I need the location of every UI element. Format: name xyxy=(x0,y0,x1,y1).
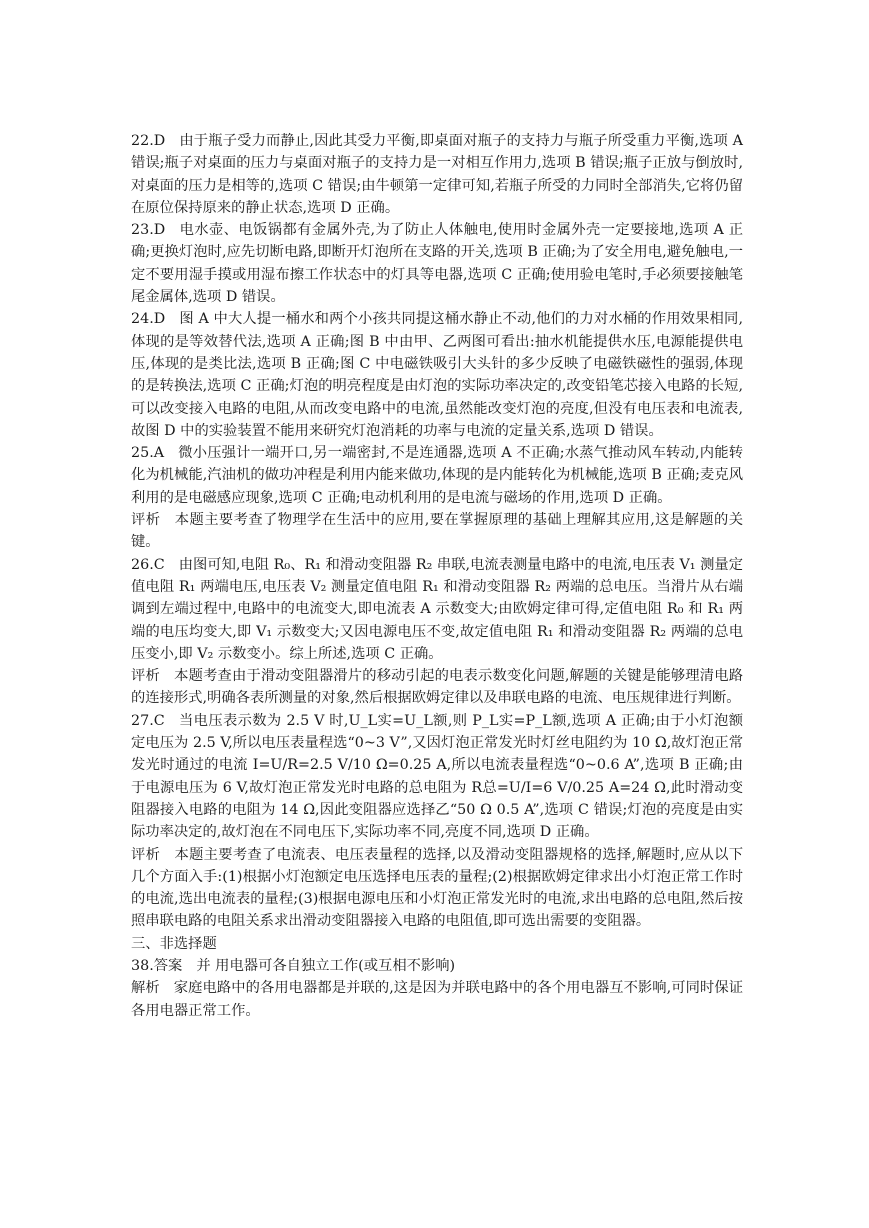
answer-24 xyxy=(131,308,743,442)
answer-24-label: 24.D xyxy=(131,311,166,328)
answer-page xyxy=(131,130,743,1022)
answer-27-text: 当电压表示数为 2.5 V 时,U_L实=U_L额,则 P_L实=P_L额,选项 A 正确;由于小灯泡额定电压为 2.5 V,所以电压表量程选“0~3 V”,又因灯泡正常发光时灯丝电阻约为 10 Ω,故灯泡正常发光时通过的电流 I=U/R=2.5 V/10 Ω=0.25 A,所以电流表量程选“0~0.6 A”,选项 B 正确;由于电源电压为 6 V,故灯泡正常发光时电路的总电阻为 R总=U/I=6 V/0.25 A=24 Ω,此时滑动变阻器接入电路的电阻为 14 Ω,因此变阻器应选择乙“50 Ω 0.5 A”,选项 C 错误;灯泡的亮度是由实际功率决定的,故灯泡在不同电压下,实际功率不同,亮度不同,选项 D 正确。 xyxy=(131,712,743,841)
answer-25-label: 25.A xyxy=(131,445,165,462)
answer-23 xyxy=(131,219,743,308)
comment-25-text: 本题主要考查了物理学在生活中的应用,要在掌握原理的基础上理解其应用,这是解题的关键。 xyxy=(131,512,743,551)
comment-27 xyxy=(131,844,743,933)
comment-25 xyxy=(131,509,743,554)
comment-27-text: 本题主要考查了电流表、电压表量程的选择,以及滑动变阻器规格的选择,解题时,应从以下几个方面入手:(1)根据小灯泡额定电压选择电压表的量程;(2)根据欧姆定律求出小灯泡正常工作时的电流,选出电流表的量程;(3)根据电源电压和小灯泡正常发光时的电流,求出电路的总电阻,然后按照串联电路的电阻关系求出滑动变阻器接入电路的电阻值,即可选出需要的变阻器。 xyxy=(131,846,744,930)
analysis-38-label: 解析 xyxy=(131,980,160,997)
answer-23-label: 23.D xyxy=(131,222,166,239)
answer-26 xyxy=(131,554,743,665)
answer-22-text: 由于瓶子受力而静止,因此其受力平衡,即桌面对瓶子的支持力与瓶子所受重力平衡,选项 A 错误;瓶子对桌面的压力与桌面对瓶子的支持力是一对相互作用力,选项 B 错误;瓶子正放与倒放时,对桌面的压力是相等的,选项 C 错误;由牛顿第一定律可知,若瓶子所受的力同时全部消失,它将仍留在原位保持原来的静止状态,选项 D 正确。 xyxy=(131,133,743,216)
answer-26-text: 由图可知,电阻 R₀、R₁ 和滑动变阻器 R₂ 串联,电流表测量电路中的电流,电压表 V₁ 测量定值电阻 R₁ 两端电压,电压表 V₂ 测量定值电阻 R₁ 和滑动变阻器 R₂ 两端的总电压。当滑片从右端调到左端过程中,电路中的电流变大,即电流表 A 示数变大;由欧姆定律可得,定值电阻 R₀ 和 R₁ 两端的电压均变大,即 V₁ 示数变大;又因电源电压不变,故定值电阻 R₁ 和滑动变阻器 R₂ 两端的总电压变小,即 V₂ 示数变小。综上所述,选项 C 正确。 xyxy=(131,556,743,662)
analysis-38-text: 家庭电路中的各用电器都是并联的,这是因为并联电路中的各个用电器互不影响,可同时保证各用电器正常工作。 xyxy=(131,980,744,1019)
comment-25-label: 评析 xyxy=(131,512,161,529)
answer-26-label: 26.C xyxy=(131,556,165,573)
answer-24-text: 图 A 中大人提一桶水和两个小孩共同提这桶水静止不动,他们的力对水桶的作用效果相同,体现的是等效替代法,选项 A 正确;图 B 中由甲、乙两图可看出:抽水机能提供水压,电源能提供电压,体现的是类比法,选项 B 正确;图 C 中电磁铁吸引大头针的多少反映了电磁铁磁性的强弱,体现的是转换法,选项 C 正确;灯泡的明亮程度是由灯泡的实际功率决定的,改变铅笔芯接入电路的长短,可以改变接入电路的电阻,从而改变电路中的电流,虽然能改变灯泡的亮度,但没有电压表和电流表,故图 D 中的实验装置不能用来研究灯泡消耗的功率与电流的定量关系,选项 D 错误。 xyxy=(131,311,743,439)
section-heading xyxy=(131,933,743,955)
comment-27-label: 评析 xyxy=(131,846,161,863)
answer-25 xyxy=(131,442,743,509)
answer-38-label: 38.答案 xyxy=(131,957,183,974)
comment-26-label: 评析 xyxy=(131,668,160,685)
comment-26 xyxy=(131,665,743,710)
answer-23-text: 电水壶、电饭锅都有金属外壳,为了防止人体触电,使用时金属外壳一定要接地,选项 A 正确;更换灯泡时,应先切断电路,即断开灯泡所在支路的开关,选项 B 正确;为了安全用电,避免触电,一定不要用湿手摸或用湿布擦工作状态中的灯具等电器,选项 C 正确;使用验电笔时,手必须要接触笔尾金属体,选项 D 错误。 xyxy=(131,222,743,306)
answer-25-text: 微小压强计一端开口,另一端密封,不是连通器,选项 A 不正确;水蒸气推动风车转动,内能转化为机械能,汽油机的做功冲程是利用内能来做功,体现的是内能转化为机械能,选项 B 正确;麦克风利用的是电磁感应现象,选项 C 正确;电动机利用的是电流与磁场的作用,选项 D 正确。 xyxy=(131,445,743,506)
answer-22 xyxy=(131,130,743,219)
answer-38-text: 并 用电器可各自独立工作(或互相不影响) xyxy=(196,957,456,974)
section-heading-text: 三、非选择题 xyxy=(131,935,217,952)
answer-27-label: 27.C xyxy=(131,712,165,729)
analysis-38 xyxy=(131,977,743,1022)
answer-27 xyxy=(131,710,743,844)
comment-26-text: 本题考查由于滑动变阻器滑片的移动引起的电表示数变化问题,解题的关键是能够理清电路的连接形式,明确各表所测量的对象,然后根据欧姆定律以及串联电路的电流、电压规律进行判断。 xyxy=(131,668,744,707)
answer-22-label: 22.D xyxy=(131,133,166,149)
answer-38 xyxy=(131,955,743,977)
